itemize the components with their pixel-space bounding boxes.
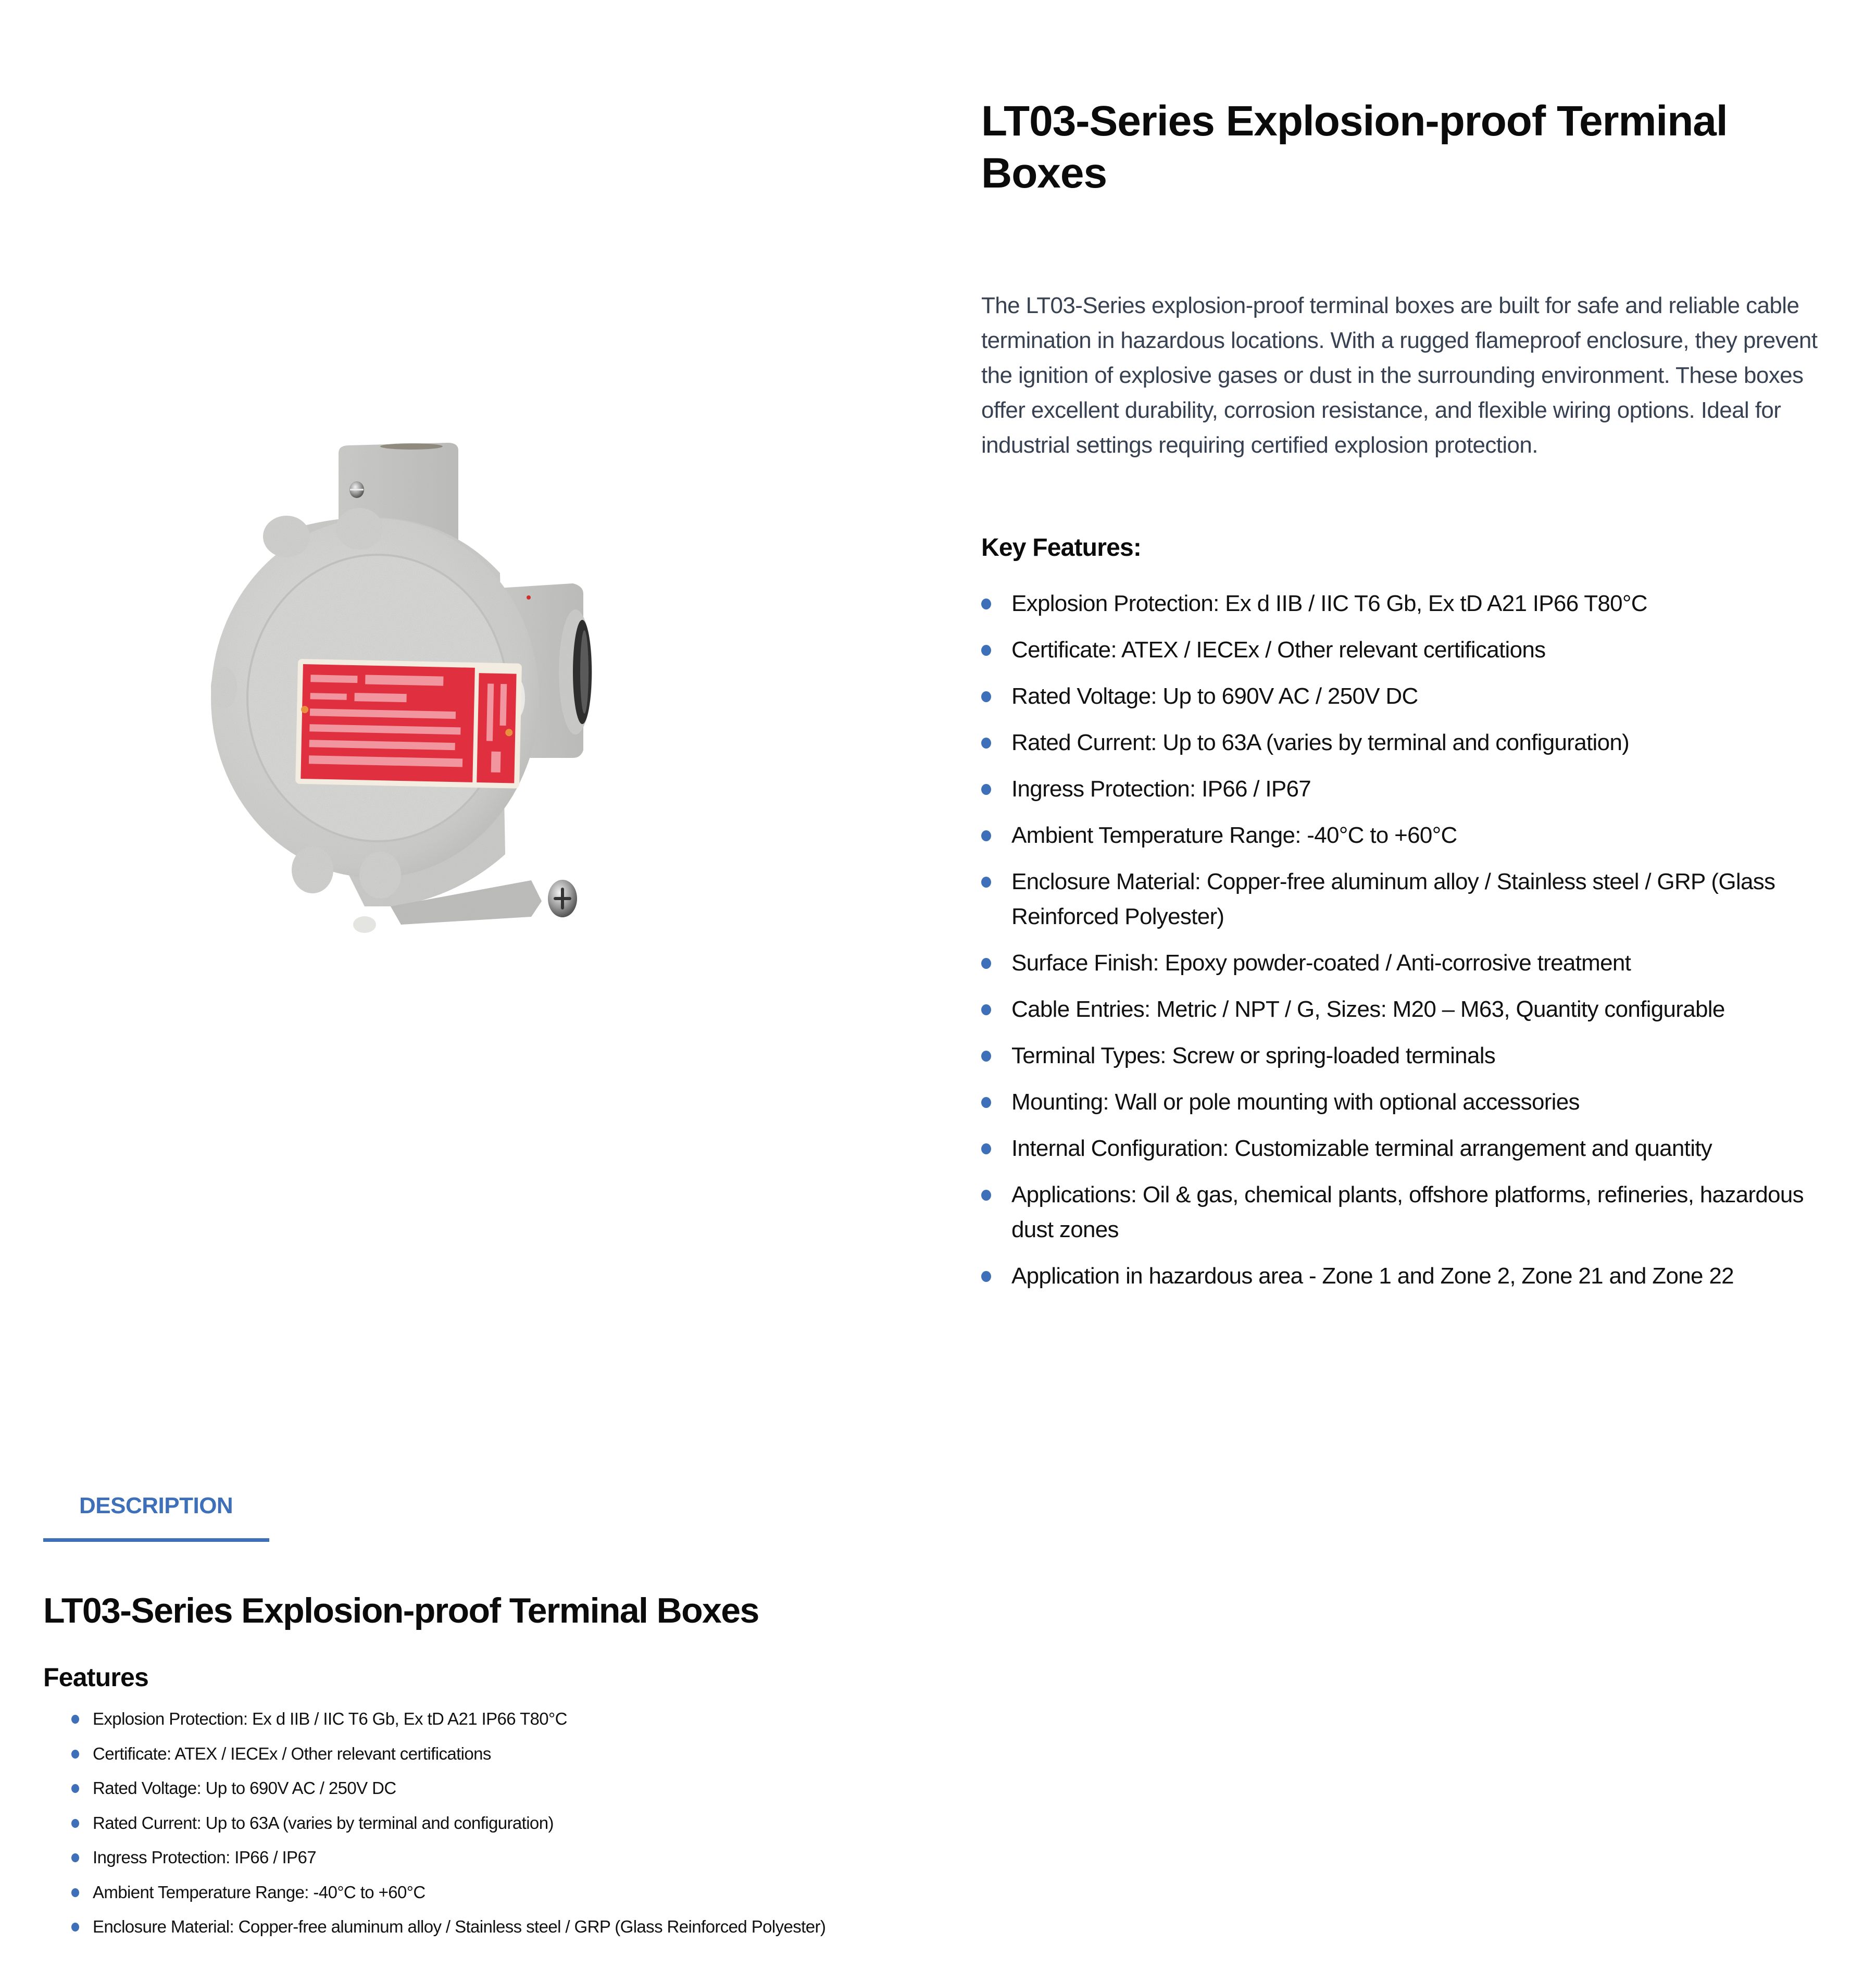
- product-title: LT03-Series Explosion-proof Terminal Boxes: [981, 97, 1728, 197]
- list-item: [981, 586, 1867, 621]
- list-item: [981, 1085, 1867, 1119]
- feature-text: Surface Finish: Epoxy powder-coated / Anti-corrosive treatment: [1011, 950, 1631, 976]
- feature-text: Mounting: Wall or pole mounting with optional accessories: [1011, 1089, 1580, 1115]
- feature-text: Rated Voltage: Up to 690V AC / 250V DC: [1011, 683, 1418, 709]
- product-image: [208, 438, 740, 948]
- feature-text: Ingress Protection: IP66 / IP67: [1011, 776, 1311, 802]
- bullet-dot-icon: [71, 1819, 79, 1828]
- feature-text: Internal Configuration: Customizable terminal arrangement and quantity: [1011, 1136, 1712, 1161]
- feature-text: Explosion Protection: Ex d IIB / IIC T6 Gb, Ex tD A21 IP66 T80°C: [1011, 591, 1647, 616]
- bullet-dot-icon: [71, 1888, 79, 1897]
- feature-text: Rated Voltage: Up to 690V AC / 250V DC: [93, 1778, 396, 1798]
- bullet-dot-icon: [981, 599, 991, 609]
- key-features-heading: Key Features:: [981, 534, 1142, 562]
- terminal-box-illustration: [208, 438, 740, 948]
- bullet-dot-icon: [71, 1750, 79, 1759]
- features-heading: Features: [43, 1663, 149, 1692]
- key-features-list: [981, 586, 1867, 1305]
- feature-text: Terminal Types: Screw or spring-loaded terminals: [1011, 1043, 1496, 1068]
- bullet-dot-icon: [981, 1143, 991, 1154]
- tab-label: DESCRIPTION: [79, 1493, 233, 1518]
- feature-text: Ambient Temperature Range: -40°C to +60°C: [1011, 823, 1457, 848]
- list-item: [71, 1879, 1009, 1905]
- list-item: [981, 1131, 1867, 1166]
- list-item: [981, 818, 1867, 853]
- bullet-dot-icon: [981, 1190, 991, 1201]
- list-item: [71, 1775, 1009, 1801]
- list-item: [981, 864, 1824, 934]
- list-item: [71, 1845, 1009, 1871]
- bullet-dot-icon: [71, 1784, 79, 1793]
- feature-text: Enclosure Material: Copper-free aluminum alloy / Stainless steel / GRP (Glass Reinforced Polyester): [1011, 869, 1775, 929]
- feature-text: Certificate: ATEX / IECEx / Other relevant certifications: [1011, 637, 1546, 663]
- feature-text: Application in hazardous area - Zone 1 and Zone 2, Zone 21 and Zone 22: [1011, 1263, 1734, 1289]
- product-summary: The LT03-Series explosion-proof terminal boxes are built for safe and reliable cable termination in hazardous locations. With a rugged flameproof enclosure, they prevent the ignition of explosive gases or dust in the surrounding environment. These boxes offer excellent durability, corrosion resistance, and flexible wiring options. Ideal for industrial settings requiring certified explosion protection.: [981, 293, 1818, 458]
- bullet-dot-icon: [71, 1715, 79, 1724]
- bullet-dot-icon: [981, 691, 991, 702]
- list-item: [71, 1914, 1009, 1940]
- list-item: [981, 771, 1867, 806]
- bullet-dot-icon: [71, 1853, 79, 1862]
- feature-text: Explosion Protection: Ex d IIB / IIC T6 Gb, Ex tD A21 IP66 T80°C: [93, 1709, 567, 1728]
- bullet-dot-icon: [981, 645, 991, 656]
- feature-text: Certificate: ATEX / IECEx / Other relevant certifications: [93, 1743, 491, 1763]
- feature-text: Enclosure Material: Copper-free aluminum alloy / Stainless steel / GRP (Glass Reinforced Polyester): [93, 1917, 826, 1936]
- list-item: [981, 679, 1867, 714]
- bullet-dot-icon: [981, 1097, 991, 1108]
- bullet-dot-icon: [981, 1051, 991, 1062]
- bullet-dot-icon: [981, 830, 991, 841]
- feature-text: Ambient Temperature Range: -40°C to +60°C: [93, 1882, 426, 1902]
- list-item: [71, 1741, 1009, 1767]
- description-title: LT03-Series Explosion-proof Terminal Boxes: [43, 1591, 759, 1630]
- feature-text: Rated Current: Up to 63A (varies by terminal and configuration): [93, 1813, 554, 1833]
- bullet-dot-icon: [981, 1271, 991, 1282]
- feature-text: Rated Current: Up to 63A (varies by terminal and configuration): [1011, 730, 1630, 755]
- feature-text: Applications: Oil & gas, chemical plants, offshore platforms, refineries, hazardous dust zones: [1011, 1182, 1804, 1242]
- list-item: [71, 1706, 1009, 1732]
- list-item: [981, 1177, 1824, 1247]
- bullet-dot-icon: [981, 1004, 991, 1015]
- bullet-dot-icon: [981, 877, 991, 888]
- list-item: [981, 945, 1867, 980]
- feature-text: Ingress Protection: IP66 / IP67: [93, 1848, 316, 1867]
- bullet-dot-icon: [981, 958, 991, 969]
- list-item: [981, 1258, 1867, 1293]
- active-tab-indicator: [43, 1538, 269, 1542]
- list-item: [71, 1810, 1009, 1836]
- bullet-dot-icon: [981, 784, 991, 795]
- list-item: [981, 632, 1867, 667]
- list-item: [981, 1038, 1867, 1073]
- bullet-dot-icon: [71, 1923, 79, 1931]
- list-item: [981, 992, 1867, 1027]
- tab-description[interactable]: [43, 1479, 269, 1542]
- description-features-list: [71, 1706, 1009, 1949]
- bullet-dot-icon: [981, 738, 991, 749]
- list-item: [981, 725, 1867, 760]
- feature-text: Cable Entries: Metric / NPT / G, Sizes: M20 – M63, Quantity configurable: [1011, 996, 1725, 1022]
